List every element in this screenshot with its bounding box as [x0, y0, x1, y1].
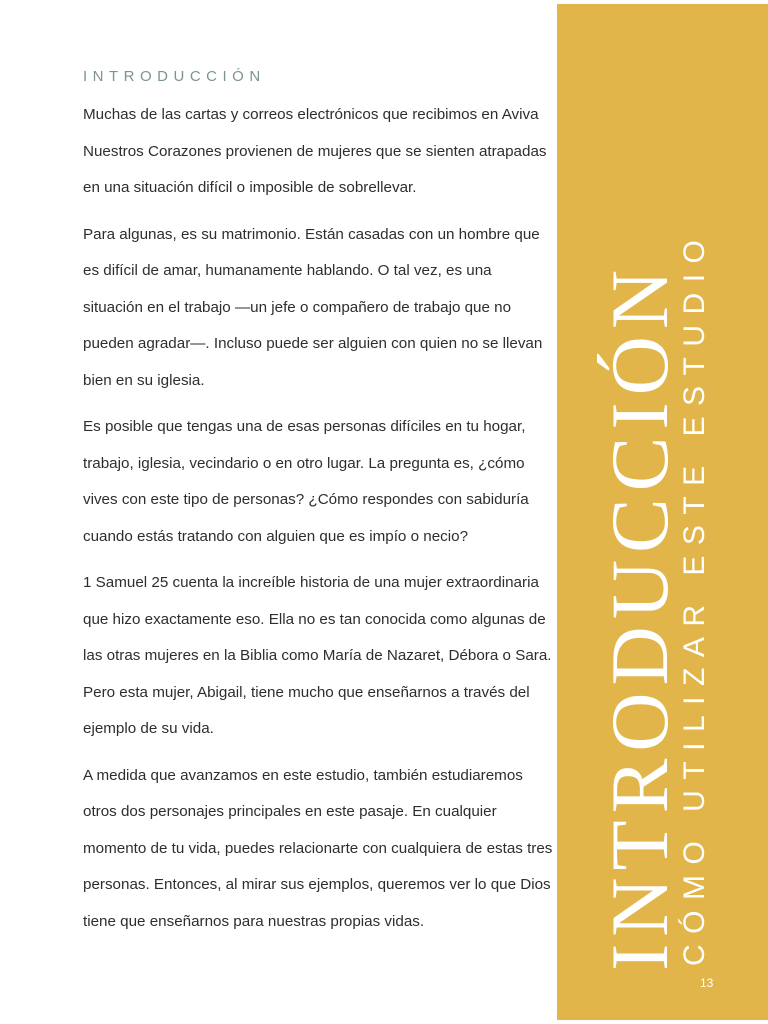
- chapter-title-vertical: INTRODUCCIÓN: [594, 262, 685, 971]
- paragraph-3: Es posible que tengas una de esas personas difíciles en tu hogar, trabajo, iglesia, vecindario o en otro lugar. La pregunta es, ¿cómo vives con este tipo de personas? ¿Cómo respondes con sabiduría cuando estás tratando con alguien que es impío o necio?: [83, 418, 529, 545]
- section-heading: INTRODUCCIÓN: [83, 68, 266, 85]
- chapter-subtitle-vertical: CÓMO UTILIZAR ESTE ESTUDIO: [678, 229, 711, 966]
- paragraph-4: 1 Samuel 25 cuenta la increíble historia de una mujer extraordinaria que hizo exactamente eso. Ella no es tan conocida como algunas de las otras mujeres en la Biblia como María de Nazaret, Débora o Sara. Pero esta mujer, Abigail, tiene mucho que enseñarnos a través del ejemplo de su vida.: [83, 574, 552, 737]
- paragraph-5: A medida que avanzamos en este estudio, también estudiaremos otros dos personajes principales en este pasaje. En cualquier momento de tu vida, puedes relacionarte con cualquiera de estas tres personas. Entonces, al mirar sus ejemplos, queremos ver lo que Dios tiene que enseñarnos para nuestras propias vidas.: [83, 766, 553, 930]
- paragraph-1: Muchas de las cartas y correos electrónicos que recibimos en Aviva Nuestros Corazones provienen de mujeres que se sienten atrapadas en una situación difícil o imposible de sobrellevar.: [83, 106, 547, 196]
- main-content: [83, 68, 553, 950]
- page-number: 13: [700, 976, 714, 990]
- paragraph-2: Para algunas, es su matrimonio. Están casadas con un hombre que es difícil de amar, humanamente hablando. O tal vez, es una situación en el trabajo —un jefe o compañero de trabajo que no pueden agradar—. Incluso puede ser alguien con quien no se llevan bien en su iglesia.: [83, 225, 543, 389]
